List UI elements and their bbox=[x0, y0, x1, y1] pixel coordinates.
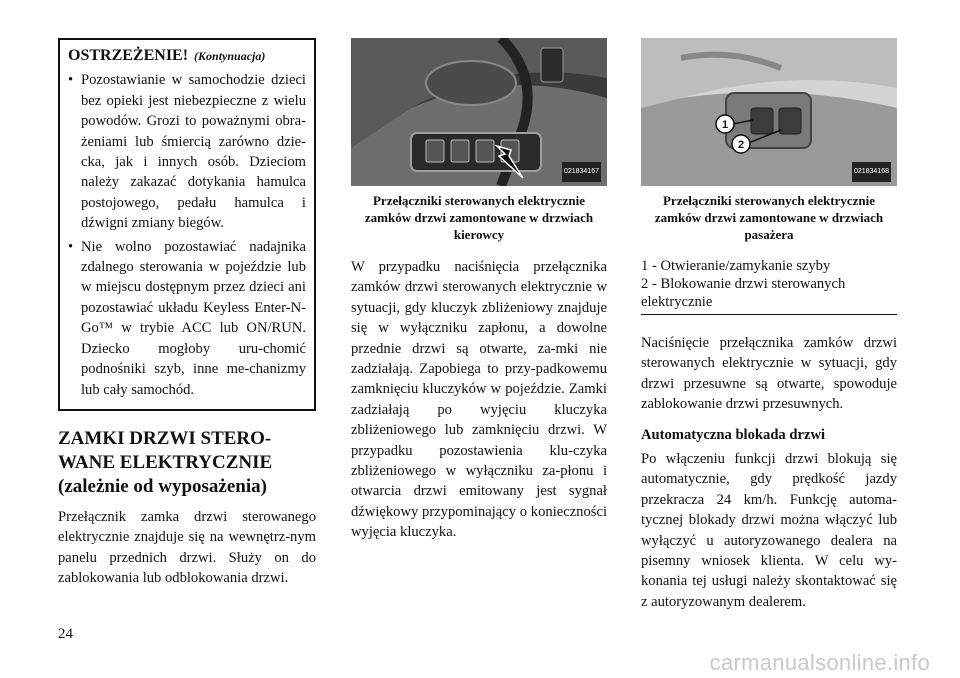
callout-2: 2 bbox=[737, 139, 745, 151]
warning-box bbox=[58, 38, 316, 411]
passenger-door-photo bbox=[641, 38, 897, 186]
warning-continued: (Kontynuacja) bbox=[194, 49, 266, 63]
warning-bullet: • Pozostawianie w samochodzie dzieci bez opieki jest niebezpieczne z wielu powodów. Grozi to poważnymi obra-żeniami lub śmiercią zarówno dzie-cka, jak i innych osób. Dzieciom należy zakazać dotykania hamulca postojowego, pedału hamulca i dźwigni zmiany biegów. bbox=[68, 70, 306, 233]
left-column bbox=[58, 38, 316, 589]
section-intro: Przełącznik zamka drzwi sterowanego elektrycznie znajduje się na wewnętrz-nym panelu przednich drzwi. Służy on do zablokowania lub odblokowania drzwi. bbox=[58, 508, 316, 587]
driver-photo-caption: Przełączniki sterowanych elektrycznie zamków drzwi zamontowane w drzwiach kierowcy bbox=[364, 193, 594, 242]
callout-1: 1 bbox=[721, 119, 729, 131]
section-title-line: (zależnie od wyposażenia) bbox=[58, 475, 267, 497]
middle-column bbox=[351, 38, 607, 543]
warning-title bbox=[68, 46, 306, 66]
photo-id: 021834168 bbox=[852, 162, 891, 182]
auto-lock-heading: Automatyczna blokada drzwi bbox=[641, 426, 826, 443]
driver-door-photo bbox=[351, 38, 607, 186]
legend-item: 1 - Otwieranie/zamykanie szyby bbox=[641, 258, 831, 274]
passenger-photo-caption: Przełączniki sterowanych elektrycznie zamków drzwi zamontowane w drzwiach pasażera bbox=[654, 193, 884, 242]
warning-bullet: • Nie wolno pozostawiać nadajnika zdalnego sterowania w pojeździe lub w miejscu dostępnym przez dzieci ani pozostawiać układu Keyless Enter-N-Go™ w trybie ACC lub ON/RUN. Dziecko mogłoby uru-chomić podnośniki szyb, inne me-chanizmy lub cały samochód. bbox=[68, 237, 306, 400]
watermark: carmanualsonline.info bbox=[709, 650, 930, 675]
section-title-line: ZAMKI DRZWI STERO- bbox=[58, 427, 272, 449]
right-paragraph: Naciśnięcie przełącznika zamków drzwi sterowanych elektrycznie w sytuacji, gdy drzwi przesuwne są otwarte, spowoduje zablokowanie drzwi przesuwnych. bbox=[641, 335, 897, 413]
auto-lock-text: Po włączeniu funkcji drzwi blokują się automatycznie, gdy prędkość jazdy przekracza 24 km/h. Funkcję automa-tycznej blokady drzwi można włączyć lub wyłączyć u autoryzowanego dealera na pisemny wniosek klienta. W celu wy-konania tej usługi należy skontaktować się z autoryzowanym dealerem. bbox=[641, 451, 897, 610]
middle-paragraph: W przypadku naciśnięcia przełącznika zamków drzwi sterowanych elektrycznie w sytuacji, gdy kluczyk zbliżeniowy znajduje się w wyłączniku zapłonu, a dowolne przednie drzwi są otwarte, za-mki nie zadziałają. Zapobiega to przy-padkowemu zamknięciu kluczyków w pojeździe. Zamki zadziałają po wyjęciu kluczyka zbliżeniowego lub zamknięciu drzwi. W przypadku pozostawienia klu-czyka zbliżeniowego w wyłączniku za-płonu i otwarcia drzwi emitowany jest sygnał dźwiękowy przypominający o konieczności wyjęcia kluczyka. bbox=[351, 259, 607, 541]
photo-legend bbox=[641, 257, 897, 315]
warning-list bbox=[68, 70, 306, 400]
legend-item: 2 - Blokowanie drzwi sterowanych elektrycznie bbox=[641, 276, 846, 310]
warning-title-text: OSTRZEŻENIE! bbox=[68, 47, 189, 64]
section-title-line: WANE ELEKTRYCZNIE bbox=[58, 451, 273, 473]
page-number: 24 bbox=[58, 626, 73, 642]
section-title bbox=[58, 427, 316, 499]
right-column bbox=[641, 38, 897, 612]
photo-id: 021834167 bbox=[562, 162, 601, 182]
